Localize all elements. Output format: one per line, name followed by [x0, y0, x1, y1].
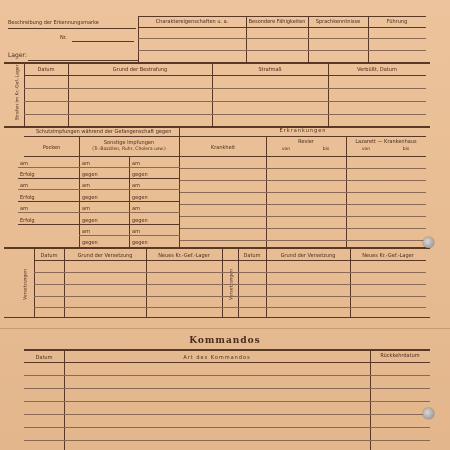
erk-krankheit: Krankheit	[210, 145, 236, 151]
impf-r3c1: gegen	[82, 195, 98, 201]
strafen-side-label: Strafen im Kr.-Gef.-Lager	[15, 64, 21, 121]
impf-r5c1: gegen	[82, 218, 98, 224]
faehigkeiten-label: Besondere Fähigkeiten	[248, 19, 306, 25]
impf-r6c1: am	[82, 229, 90, 235]
punch-hole-icon	[423, 408, 434, 419]
strafen-datum: Datum	[37, 67, 55, 73]
impf-r1c0: Erfolg	[20, 172, 35, 178]
erk-bis2: bis	[402, 147, 410, 152]
nr-label: Nr.	[60, 35, 67, 41]
impf-r4c1: am	[82, 206, 90, 212]
kommandos-title: Kommandos	[189, 336, 261, 346]
sprachen-label: Sprachkenntnisse	[315, 19, 361, 25]
impf-r7c2: gegen	[132, 240, 148, 246]
versetzungen-top-rule	[4, 247, 430, 249]
impf-r2c2: am	[132, 183, 140, 189]
erk-revier: Revier	[298, 139, 314, 145]
vers-grund-l: Grund der Versetzung	[77, 253, 133, 259]
erk-von2: von	[361, 147, 371, 152]
impf-r5c0: Erfolg	[20, 218, 35, 224]
impf-r0c0: am	[20, 161, 28, 167]
vers-neues-r: Neues Kr.-Gef.-Lager	[362, 253, 414, 259]
impf-r5c2: gegen	[132, 218, 148, 224]
beschreibung-label: Beschreibung der Erkennungsmarke	[8, 20, 99, 26]
erkrankungen-title: Erkrankungen	[279, 128, 327, 134]
lager-line	[28, 60, 138, 61]
kommandos-datum: Datum	[35, 355, 53, 361]
strafen-grund: Grund der Bestrafung	[112, 67, 168, 73]
impf-pocken: Pocken	[42, 145, 61, 151]
impf-r3c2: gegen	[132, 195, 148, 201]
erk-von1: von	[281, 147, 291, 152]
impfungen-title: Schutzimpfungen während der Gefangenschaft gegen	[36, 129, 172, 135]
charakter-label: Charaktereigenschaften u. a.	[155, 19, 229, 25]
header-divider	[8, 28, 136, 29]
lager-label: Lager:	[8, 52, 27, 59]
impf-r0c2: am	[132, 161, 140, 167]
vers-datum-l: Datum	[40, 253, 58, 259]
punch-hole-icon	[423, 237, 434, 248]
fuehrung-label: Führung	[386, 19, 408, 25]
erk-lazarett: Lazarett — Krankenhaus	[355, 139, 417, 145]
impf-r7c1: gegen	[82, 240, 98, 246]
vers-grund-r: Grund der Versetzung	[280, 253, 336, 259]
impf-r6c2: am	[132, 229, 140, 235]
impf-r4c0: am	[20, 206, 28, 212]
impf-r0c1: am	[82, 161, 90, 167]
kommandos-art: Art des Kommandos	[183, 355, 251, 361]
strafen-verbuesst: Verbüßt, Datum	[357, 67, 397, 73]
kommandos-rueckkehr: Rückkehrdatum	[380, 353, 420, 359]
strafen-strafmass: Strafmaß	[258, 67, 282, 73]
impf-r3c0: Erfolg	[20, 195, 35, 201]
impf-sonstige-sub: (Tr.-Bazzilen, Ruhr, Cholera usw.)	[92, 147, 166, 152]
impf-r1c2: gegen	[132, 172, 148, 178]
impf-sonstige: Sonstige Impfungen	[103, 140, 155, 146]
impf-r2c0: am	[20, 183, 28, 189]
impf-r4c2: am	[132, 206, 140, 212]
erk-bis1: bis	[322, 147, 330, 152]
vers-neues-l: Neues Kr.-Gef.-Lager	[158, 253, 210, 259]
nr-line	[72, 41, 134, 42]
impf-r2c1: am	[82, 183, 90, 189]
fold-line	[0, 328, 450, 329]
versetzungen-side-label-left: Versetzungen	[23, 269, 29, 300]
top-rule	[138, 16, 426, 17]
impf-r1c1: gegen	[82, 172, 98, 178]
vers-datum-r: Datum	[243, 253, 261, 259]
